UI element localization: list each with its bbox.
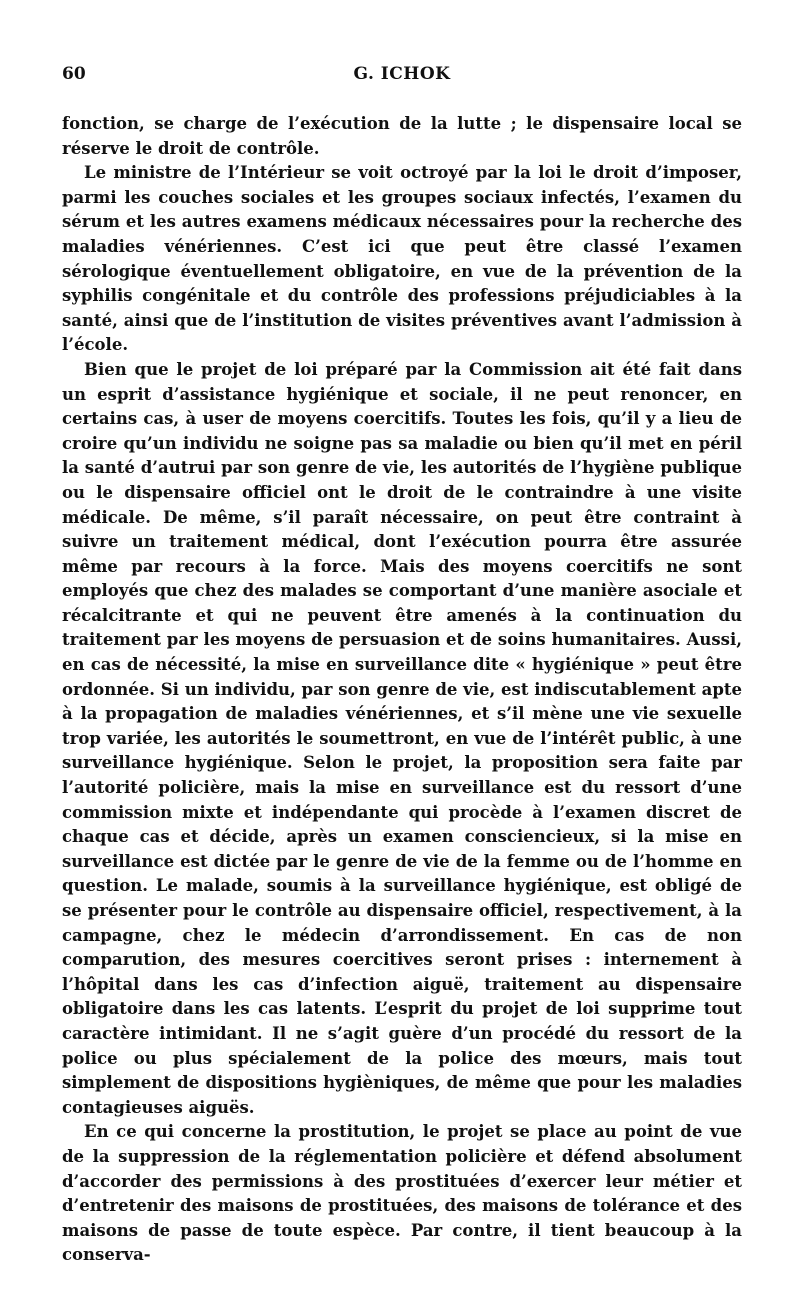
- book-page: [62, 64, 742, 1268]
- paragraph-ministre: Le ministre de l’Intérieur se voit octroyé par la loi le droit d’imposer, parmi les couches sociales et les groupes sociaux infectés, l’examen du sérum et les autres examens médicaux nécessaires pour la recherche des maladies vénériennes. C’est ici que peut être classé l’examen sérologique éventuellement obligatoire, en vue de la prévention de la syphilis congénitale et du contrôle des professions préjudiciables à la santé, ainsi que de l’institution de visites préventives avant l’admission à l’école.: [62, 163, 742, 355]
- page-number: 60: [62, 64, 86, 84]
- running-head: [62, 64, 742, 98]
- body-text: [62, 112, 742, 1268]
- paragraph-moyens-coercitifs: Bien que le projet de loi préparé par la Commission ait été fait dans un esprit d’assistance hygiénique et sociale, il ne peut renoncer, en certains cas, à user de moyens coercitifs. Toutes les fois, qu’il y a lieu de croire qu’un individu ne soigne pas sa maladie ou bien qu’il met en péril la santé d’autrui par son genre de vie, les autorités de l’hygiène publique ou le dispensaire officiel ont le droit de le contraindre à une visite médicale. De même, s’il paraît nécessaire, on peut être contraint à suivre un traitement médical, dont l’exécution pourra être assurée même par recours à la force. Mais des moyens coercitifs ne sont employés que chez des malades se comportant d’une manière asociale et récalcitrante et qui ne peuvent être amenés à la continuation du traitement par les moyens de persuasion et de soins humanitaires. Aussi, en cas de nécessité, la mise en surveillance dite « hygiénique » peut être ordonnée. Si un individu, par son genre de vie, est indiscutablement apte à la propagation de maladies vénériennes, et s’il mène une vie sexuelle trop variée, les autorités le soumettront, en vue de l’intérêt public, à une surveillance hygiénique. Selon le projet, la proposition sera faite par l’autorité policière, mais la mise en surveillance est du ressort d’une commission mixte et indépendante qui procède à l’examen discret de chaque cas et décide, après un examen consciencieux, si la mise en surveillance est dictée par le genre de vie de la femme ou de l’homme en question. Le malade, soumis à la surveillance hygiénique, est obligé de se présenter pour le contrôle au dispensaire officiel, respectivement, à la campagne, chez le médecin d’arrondissement. En cas de non comparution, des mesures coercitives seront prises : internement à l’hôpital dans les cas d’infection aiguë, traitement au dispensaire obligatoire dans les cas latents. L’esprit du projet de loi supprime tout caractère intimidant. Il ne s’agit guère d’un procédé du ressort de la police ou plus spécialement de la police des mœurs, mais tout simplement de dispositions hygièniques, de même que pour les maladies contagieuses aiguës.: [62, 359, 742, 1117]
- running-head-author: G. ICHOK: [353, 64, 451, 84]
- paragraph-continuation: fonction, se charge de l’exécution de la lutte ; le dispensaire local se réserve le droit de contrôle.: [62, 114, 742, 158]
- paragraph-prostitution: En ce qui concerne la prostitution, le projet se place au point de vue de la suppression de la réglementation policière et défend absolument d’accorder des permissions à des prostituées d’exercer leur métier et d’entretenir des maisons de prostituées, des maisons de tolérance et des maisons de passe de toute espèce. Par contre, il tient beaucoup à la conserva-: [62, 1122, 742, 1265]
